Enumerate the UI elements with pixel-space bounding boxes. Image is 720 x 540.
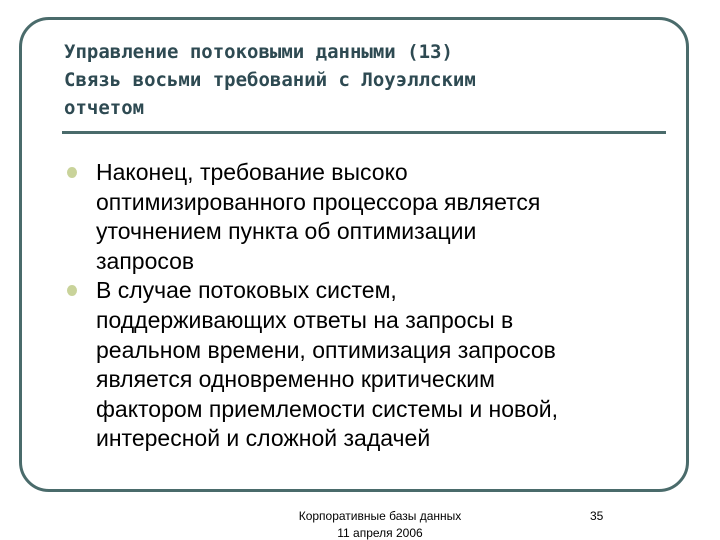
bullet-line: уточнением пункта об оптимизации xyxy=(96,218,477,245)
bullet-item xyxy=(64,158,664,276)
page-number: 35 xyxy=(590,509,604,523)
bullet-dot-icon xyxy=(67,167,77,178)
footer-date: 11 апреля 2006 xyxy=(337,526,423,540)
footer-course: Корпоративные базы данных xyxy=(298,509,462,523)
bullet-line: фактором приемлемости системы и новой, xyxy=(96,395,559,422)
bullet-line: является одновременно критическим xyxy=(96,366,495,393)
bullet-item xyxy=(64,276,664,454)
title-line: Управление потоковыми данными (13) xyxy=(64,41,453,63)
title-line: Связь восьми требований с Лоуэллским xyxy=(64,69,476,91)
bullet-line: оптимизированного процессора является xyxy=(96,188,541,215)
title-line: отчетом xyxy=(64,97,145,119)
bullet-line: запросов xyxy=(96,247,195,274)
bullet-line: интересной и сложной задачей xyxy=(96,425,431,452)
bullet-line: Наконец, требование высоко xyxy=(96,159,408,185)
slide-title xyxy=(64,38,664,122)
bullet-line: поддерживающих ответы на запросы в xyxy=(96,306,514,333)
title-divider xyxy=(62,131,666,134)
bullet-dot-icon xyxy=(67,285,77,296)
bullet-list xyxy=(64,158,664,454)
bullet-line: В случае потоковых систем, xyxy=(96,277,397,304)
bullet-line: реальном времени, оптимизация запросов xyxy=(96,336,556,363)
footer-caption xyxy=(260,508,500,540)
